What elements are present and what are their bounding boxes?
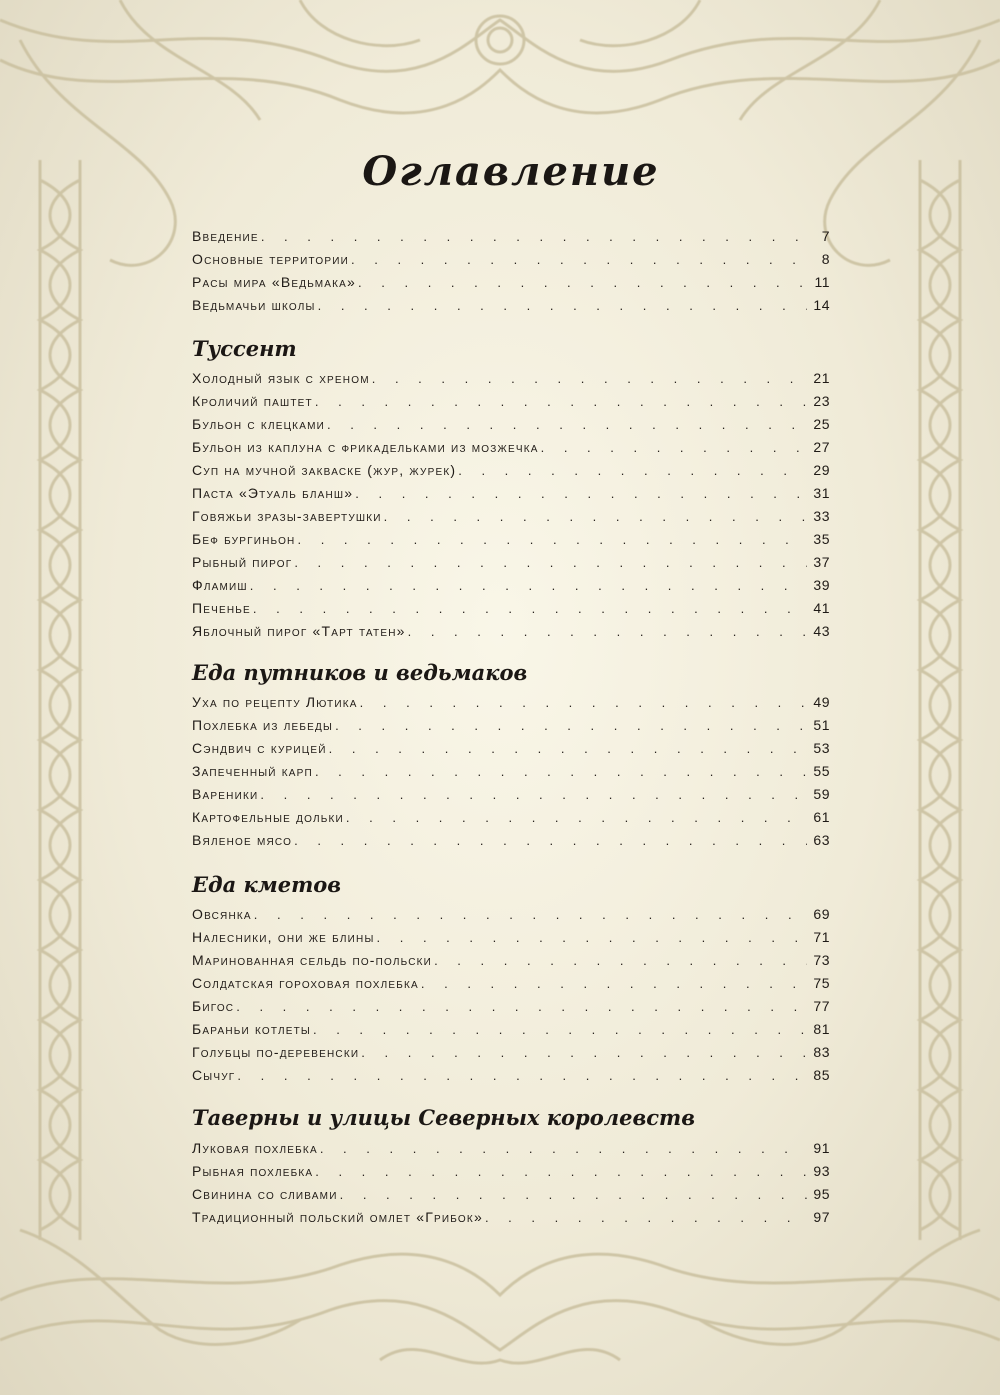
page-title: Оглавление (362, 148, 660, 195)
toc-entry[interactable] (192, 1044, 830, 1066)
toc-entry[interactable] (192, 998, 830, 1020)
dot-leader (237, 1068, 807, 1083)
dot-leader (340, 1187, 808, 1202)
dot-leader (260, 787, 807, 802)
dot-leader (253, 601, 808, 616)
toc-entry[interactable] (192, 786, 830, 808)
toc-entry-label: Рыбный пирог (192, 554, 293, 570)
toc-entry-page: 91 (813, 1140, 830, 1156)
dot-leader (541, 440, 808, 455)
toc-entry-label: Овсянка (192, 906, 252, 922)
toc-entry-label: Бульон из каплуна с фрикадельками из мозжечка (192, 439, 539, 455)
toc-entry-page: 39 (813, 577, 830, 593)
toc-entry-page: 95 (813, 1186, 830, 1202)
toc-entry[interactable] (192, 228, 830, 250)
toc-entry-label: Основные территории (192, 251, 350, 267)
dot-leader (254, 907, 808, 922)
dot-leader (315, 764, 807, 779)
dot-leader (372, 371, 808, 386)
toc-entry[interactable] (192, 508, 830, 530)
toc-entry-page: 51 (813, 717, 830, 733)
toc-entry-page: 31 (813, 485, 830, 501)
toc-entry-page: 53 (813, 740, 830, 756)
dot-leader (294, 555, 807, 570)
toc-entry-label: Картофельные дольки (192, 809, 344, 825)
toc-entry[interactable] (192, 809, 830, 831)
toc-entry-label: Бараньи котлеты (192, 1021, 311, 1037)
toc-entry-label: Суп на мучной закваске (жур, журек) (192, 462, 457, 478)
dot-leader (421, 976, 808, 991)
toc-entry[interactable] (192, 393, 830, 415)
dot-leader (261, 229, 816, 244)
dot-leader (297, 532, 807, 547)
dot-leader (360, 695, 808, 710)
toc-entry[interactable] (192, 251, 830, 273)
toc-entry-label: Похлебка из лебеды (192, 717, 334, 733)
toc-entry-label: Маринованная сельдь по-польски (192, 952, 433, 968)
toc-entry-page: 97 (813, 1209, 830, 1225)
toc-entry[interactable] (192, 1140, 830, 1162)
dot-leader (408, 624, 808, 639)
toc-entry-label: Уха по рецепту Лютика (192, 694, 358, 710)
toc-entry-label: Рыбная похлебка (192, 1163, 314, 1179)
dot-leader (294, 833, 807, 848)
dot-leader (458, 463, 807, 478)
toc-entry[interactable] (192, 1209, 830, 1231)
toc-entry-page: 33 (813, 508, 830, 524)
toc-entry-label: Расы мира «Ведьмака» (192, 274, 357, 290)
toc-entry-label: Сычуг (192, 1067, 236, 1083)
toc-entry-page: 7 (821, 228, 830, 244)
toc-entry-label: Луковая похлебка (192, 1140, 318, 1156)
toc-entry-page: 27 (813, 439, 830, 455)
toc-entry-label: Паста «Этуаль бланш» (192, 485, 354, 501)
dot-leader (485, 1210, 807, 1225)
toc-entry-label: Традиционный польский омлет «Грибок» (192, 1209, 483, 1225)
section-heading: Туссент (192, 336, 297, 361)
dot-leader (315, 394, 808, 409)
toc-entry-page: 83 (813, 1044, 830, 1060)
toc-entry-label: Введение (192, 228, 259, 244)
toc-entry-page: 93 (813, 1163, 830, 1179)
dot-leader (315, 1164, 807, 1179)
toc-entry-label: Кроличий паштет (192, 393, 313, 409)
toc-entry-label: Беф бургиньон (192, 531, 296, 547)
toc-entry[interactable] (192, 832, 830, 854)
toc-entry-label: Печенье (192, 600, 251, 616)
toc-entry[interactable] (192, 577, 830, 599)
toc-entry-page: 11 (814, 274, 830, 290)
dot-leader (355, 486, 807, 501)
toc-entry-page: 41 (813, 600, 830, 616)
toc-entry[interactable] (192, 485, 830, 507)
toc-entry[interactable] (192, 717, 830, 739)
toc-entry-page: 63 (813, 832, 830, 848)
toc-entry-label: Бигос (192, 998, 235, 1014)
toc-entry-label: Запеченный карп (192, 763, 313, 779)
toc-entry-label: Ведьмачьи школы (192, 297, 316, 313)
toc-entry-page: 73 (813, 952, 830, 968)
toc-entry-label: Яблочный пирог «Тарт татен» (192, 623, 406, 639)
dot-leader (329, 741, 808, 756)
toc-entry[interactable] (192, 975, 830, 997)
toc-entry-page: 55 (813, 763, 830, 779)
toc-entry-label: Бульон с клецками (192, 416, 325, 432)
toc-entry[interactable] (192, 274, 830, 296)
toc-entry-page: 8 (821, 251, 830, 267)
dot-leader (361, 1045, 807, 1060)
toc-entry-page: 37 (813, 554, 830, 570)
dot-leader (346, 810, 808, 825)
toc-entry-page: 49 (813, 694, 830, 710)
toc-entry[interactable] (192, 1021, 830, 1043)
toc-entry-page: 75 (813, 975, 830, 991)
toc-entry-label: Голубцы по-деревенски (192, 1044, 360, 1060)
dot-leader (358, 275, 808, 290)
toc-entry-page: 25 (813, 416, 830, 432)
dot-leader (351, 252, 816, 267)
toc-entry[interactable] (192, 370, 830, 392)
dot-leader (384, 509, 808, 524)
toc-entry-page: 59 (813, 786, 830, 802)
toc-entry-page: 23 (813, 393, 830, 409)
toc-entry[interactable] (192, 1186, 830, 1208)
section-heading: Еда кметов (192, 872, 342, 897)
toc-entry[interactable] (192, 906, 830, 928)
toc-entry[interactable] (192, 439, 830, 461)
dot-leader (250, 578, 808, 593)
toc-entry-label: Холодный язык с хреном (192, 370, 370, 386)
dot-leader (434, 953, 807, 968)
dot-leader (320, 1141, 808, 1156)
toc-entry[interactable] (192, 929, 830, 951)
toc-entry[interactable] (192, 462, 830, 484)
dot-leader (377, 930, 808, 945)
toc-entry[interactable] (192, 740, 830, 762)
toc-entry[interactable] (192, 297, 830, 319)
toc-entry[interactable] (192, 694, 830, 716)
toc-entry-page: 35 (813, 531, 830, 547)
toc-entry-page: 81 (813, 1021, 830, 1037)
toc-entry[interactable] (192, 416, 830, 438)
toc-entry[interactable] (192, 1163, 830, 1185)
toc-entry-page: 14 (813, 297, 830, 313)
toc-entry-label: Говяжьи зразы-завертушки (192, 508, 382, 524)
toc-entry[interactable] (192, 554, 830, 576)
section-heading: Таверны и улицы Северных королевств (192, 1105, 696, 1130)
dot-leader (335, 718, 807, 733)
dot-leader (313, 1022, 807, 1037)
dot-leader (327, 417, 807, 432)
dot-leader (318, 298, 808, 313)
toc-entry-page: 43 (813, 623, 830, 639)
toc-entry[interactable] (192, 952, 830, 974)
toc-entry-page: 71 (813, 929, 830, 945)
toc-entry[interactable] (192, 763, 830, 785)
toc-entry[interactable] (192, 1067, 830, 1089)
toc-entry-page: 69 (813, 906, 830, 922)
toc-entry-page: 29 (813, 462, 830, 478)
toc-entry[interactable] (192, 600, 830, 622)
toc-entry-page: 21 (813, 370, 830, 386)
dot-leader (236, 999, 807, 1014)
toc-entry-label: Вяленое мясо (192, 832, 293, 848)
section-heading: Еда путников и ведьмаков (192, 660, 528, 685)
toc-entry-label: Вареники (192, 786, 259, 802)
toc-entry[interactable] (192, 531, 830, 553)
toc-entry-label: Сэндвич с курицей (192, 740, 327, 756)
toc-entry-label: Солдатская гороховая похлебка (192, 975, 419, 991)
toc-entry-page: 61 (813, 809, 830, 825)
toc-entry-label: Фламиш (192, 577, 248, 593)
toc-entry-label: Свинина со сливами (192, 1186, 338, 1202)
toc-entry-page: 77 (813, 998, 830, 1014)
toc-entry[interactable] (192, 623, 830, 645)
toc-entry-label: Налесники, они же блины (192, 929, 375, 945)
toc-entry-page: 85 (813, 1067, 830, 1083)
